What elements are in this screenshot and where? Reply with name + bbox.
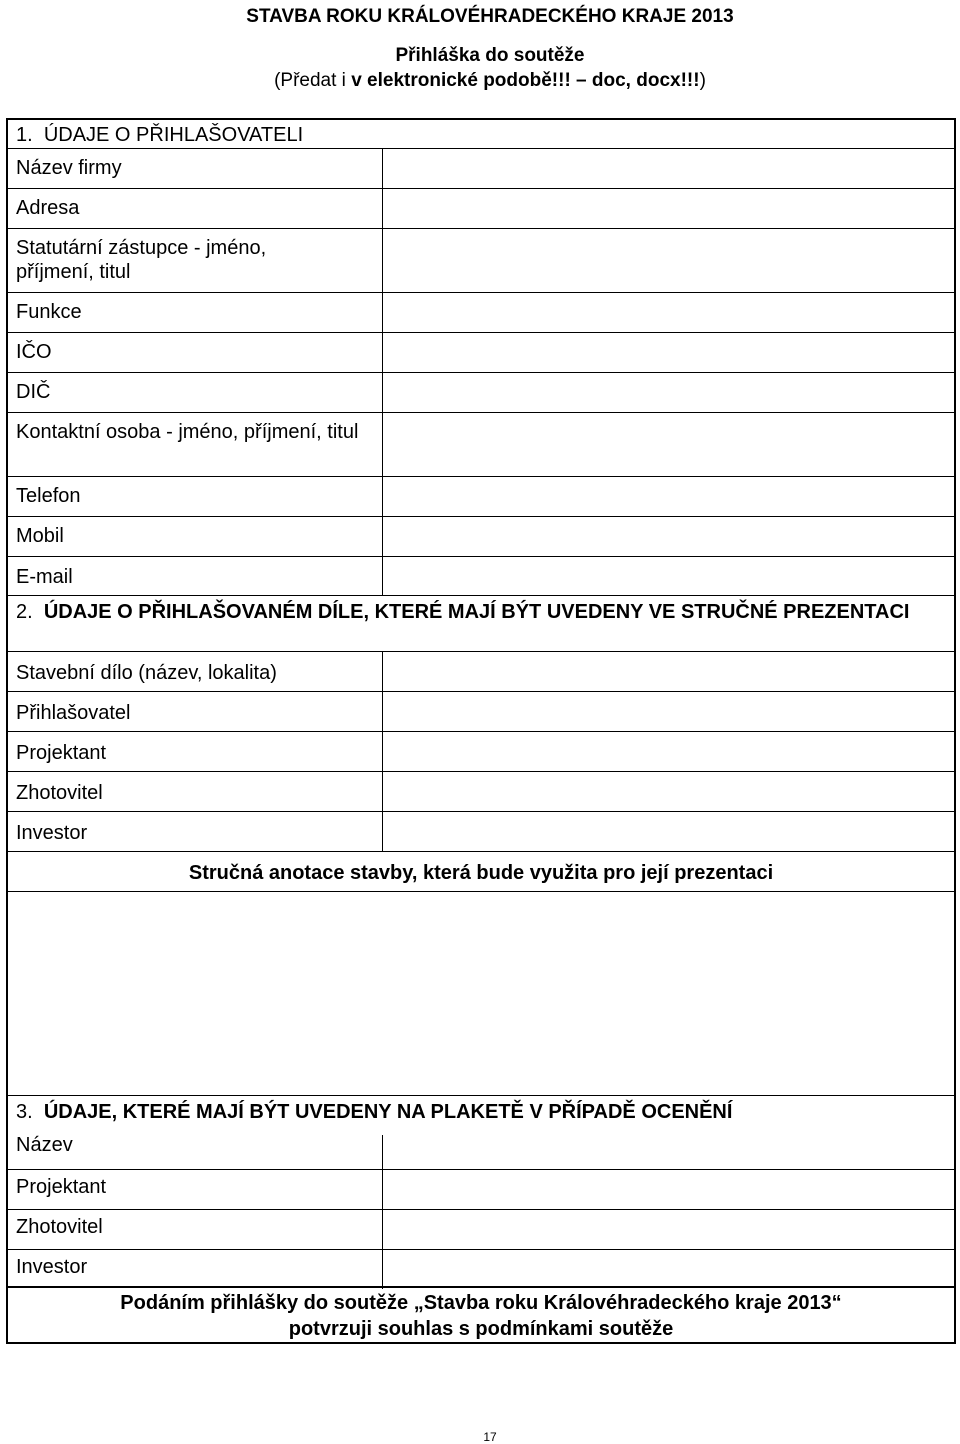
field-label: Funkce	[16, 301, 82, 323]
field-divider	[382, 732, 383, 771]
field-row-applicant[interactable]	[8, 691, 954, 731]
competition-title: STAVBA ROKU KRÁLOVÉHRADECKÉHO KRAJE 2013	[246, 6, 734, 27]
submit-note-suffix: )	[699, 70, 706, 91]
annotation-heading-row	[8, 851, 954, 891]
section2-heading-row	[8, 595, 954, 651]
field-row-contractor[interactable]	[8, 771, 954, 811]
field-label: IČO	[16, 341, 52, 363]
section2-heading	[16, 600, 916, 624]
field-divider	[382, 692, 383, 731]
field-label: Investor	[16, 822, 88, 844]
section1-heading	[16, 123, 303, 147]
plaque-row-designer[interactable]	[8, 1169, 954, 1209]
section3-title: ÚDAJE, KTERÉ MAJÍ BÝT UVEDENY NA PLAKETĚ V PŘÍPADĚ OCENĚNÍ	[43, 1101, 733, 1123]
field-divider	[382, 293, 383, 332]
field-label: Název firmy	[16, 157, 122, 179]
page-number: 17	[483, 1430, 497, 1444]
field-label: Adresa	[16, 197, 80, 219]
consent-line-2: potvrzuji souhlas s podmínkami soutěže	[288, 1318, 674, 1340]
field-divider	[382, 557, 383, 596]
consent-line-1: Podáním přihlášky do soutěže „Stavba roku Královéhradeckého kraje 2013“	[120, 1292, 842, 1314]
field-divider	[382, 149, 383, 188]
field-divider	[382, 229, 383, 292]
field-divider	[382, 333, 383, 372]
section1-title: ÚDAJE O PŘIHLAŠOVATELI	[43, 124, 304, 146]
field-label: Projektant	[16, 742, 107, 764]
field-label: Mobil	[16, 525, 64, 547]
field-divider	[382, 772, 383, 811]
field-row-mobile[interactable]	[8, 516, 954, 556]
field-divider	[382, 1210, 383, 1249]
field-label: Investor	[16, 1256, 88, 1278]
field-row-company-name[interactable]	[8, 148, 954, 188]
field-label: Zhotovitel	[16, 1216, 103, 1238]
field-label: DIČ	[16, 381, 51, 403]
field-divider	[382, 413, 383, 476]
field-divider	[382, 812, 383, 851]
field-row-ico[interactable]	[8, 332, 954, 372]
submit-note-prefix: (Předat i	[274, 70, 352, 91]
plaque-row-contractor[interactable]	[8, 1209, 954, 1249]
field-label: Kontaktní osoba - jméno, příjmení, titul	[16, 421, 359, 443]
field-label: Statutární zástupce - jméno, příjmení, titul	[16, 237, 267, 283]
field-row-investor[interactable]	[8, 811, 954, 851]
field-divider	[382, 1170, 383, 1209]
field-row-designer[interactable]	[8, 731, 954, 771]
section3-heading	[16, 1100, 916, 1124]
form-title: Přihláška do soutěže	[395, 45, 585, 66]
field-row-statutory-rep[interactable]	[8, 228, 954, 292]
field-row-phone[interactable]	[8, 476, 954, 516]
section3-number: 3.	[16, 1101, 33, 1123]
field-label: Projektant	[16, 1176, 107, 1198]
field-divider	[382, 373, 383, 412]
field-row-function[interactable]	[8, 292, 954, 332]
field-label: E-mail	[16, 566, 73, 588]
plaque-row-investor[interactable]	[8, 1249, 954, 1289]
field-label: Název	[16, 1134, 73, 1156]
field-divider	[382, 1135, 383, 1169]
section2-title: ÚDAJE O PŘIHLAŠOVANÉM DÍLE, KTERÉ MAJÍ BÝT UVEDENY VE STRUČNÉ PREZENTACI	[43, 601, 910, 623]
plaque-row-name[interactable]	[8, 1129, 954, 1169]
field-divider	[382, 477, 383, 516]
section3-heading-row	[8, 1095, 954, 1129]
field-row-email[interactable]	[8, 556, 954, 596]
annotation-textarea[interactable]	[8, 891, 954, 1095]
field-divider	[382, 1250, 383, 1289]
consent-row	[8, 1286, 954, 1344]
submit-note	[0, 70, 960, 92]
section1-number: 1.	[16, 124, 33, 146]
field-row-dic[interactable]	[8, 372, 954, 412]
field-divider	[382, 517, 383, 556]
field-row-address[interactable]	[8, 188, 954, 228]
field-label: Přihlašovatel	[16, 702, 131, 724]
field-row-contact-person[interactable]	[8, 412, 954, 476]
field-label: Stavební dílo (název, lokalita)	[16, 662, 277, 684]
submit-note-bold: v elektronické podobě!!! – doc, docx!!!	[351, 70, 700, 91]
field-divider	[382, 189, 383, 228]
field-label: Zhotovitel	[16, 782, 103, 804]
section2-number: 2.	[16, 601, 33, 623]
field-divider	[382, 652, 383, 691]
application-form	[6, 118, 956, 1344]
field-label: Telefon	[16, 485, 81, 507]
field-row-building[interactable]	[8, 651, 954, 691]
annotation-heading: Stručná anotace stavby, která bude využita pro její prezentaci	[188, 862, 774, 884]
